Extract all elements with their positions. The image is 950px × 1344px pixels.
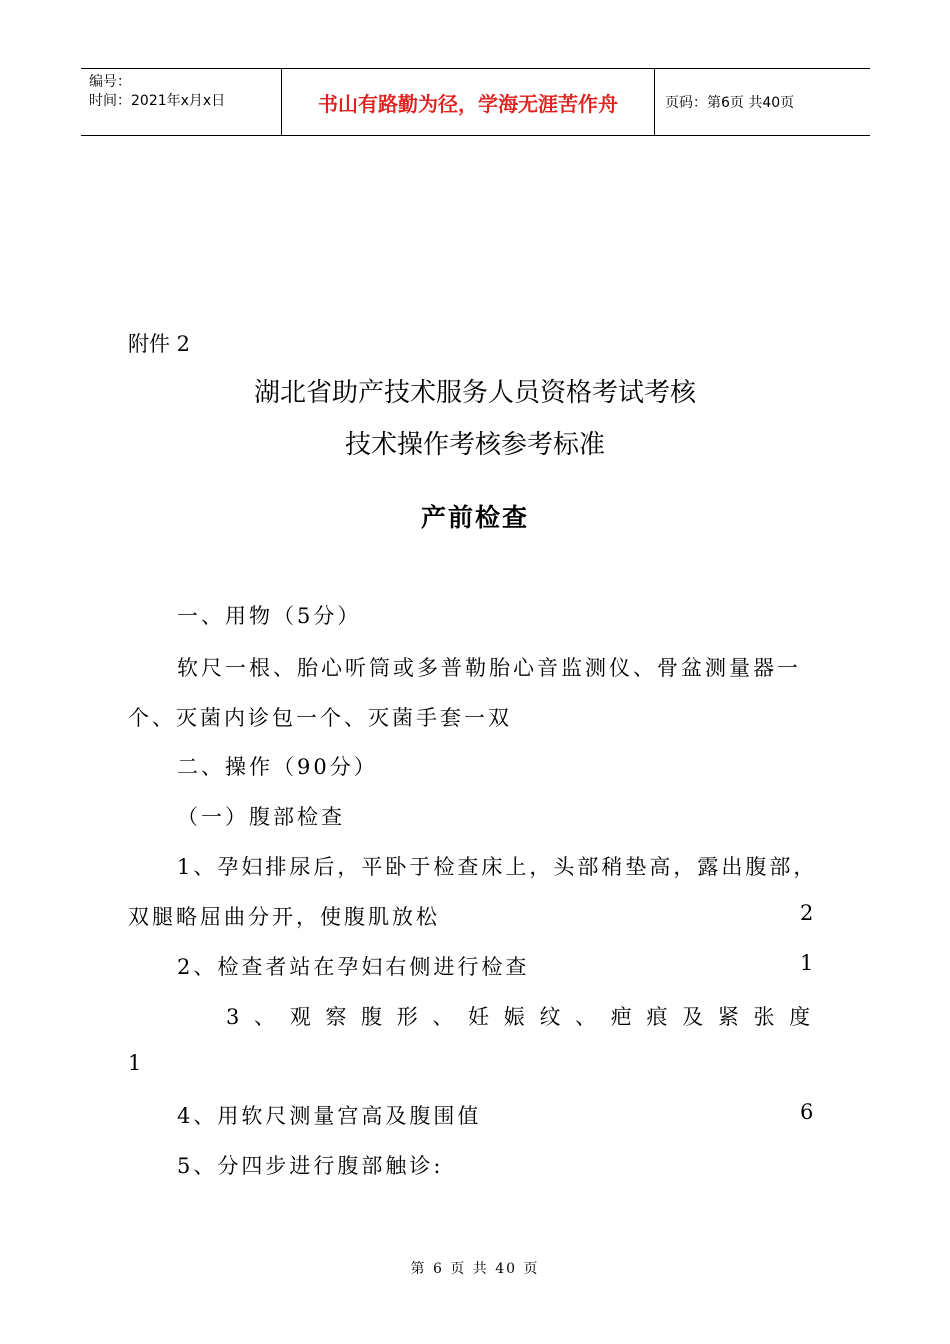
number-label: 编号： [89, 74, 131, 90]
item-supplies-heading: 一、用物（5分） [177, 604, 362, 628]
item-supplies-line-2: 个、灭菌内诊包一个、灭菌手套一双 [128, 706, 512, 730]
item-step-1-score: 2 [800, 901, 814, 925]
item-step-5: 5、分四步进行腹部触诊: [177, 1154, 444, 1178]
item-step-3-score: 1 [128, 1051, 145, 1075]
document-title-line-1: 湖北省助产技术服务人员资格考试考核 [253, 378, 696, 408]
item-step-1-line-1: 1、孕妇排尿后，平卧于检查床上，头部稍垫高，露出腹部， [177, 855, 818, 879]
header-meta [81, 69, 282, 135]
header-page-label: 页码：第6页 共40页 [665, 95, 795, 111]
item-abdominal-heading: （一）腹部检查 [177, 805, 345, 829]
item-operation-heading: 二、操作（90分） [177, 755, 378, 779]
page-header [81, 68, 870, 136]
page-footer: 第 6 页 共 40 页 [410, 1261, 540, 1277]
item-step-2-score: 1 [800, 951, 814, 975]
annex-label: 附件 2 [128, 332, 191, 356]
item-step-4-score: 6 [800, 1100, 814, 1124]
header-motto: 书山有路勤为径，学海无涯苦作舟 [282, 69, 655, 135]
item-step-3: 3 、 观 察 腹 形 、 妊 娠 纹 、 疤 痕 及 紧 张 度 [226, 1005, 815, 1029]
item-step-2: 2、检查者站在孕妇右侧进行检查 [177, 955, 530, 979]
item-supplies-line-1: 软尺一根、胎心听筒或多普勒胎心音监测仪、骨盆测量器一 [177, 656, 801, 680]
section-title: 产前检查 [420, 503, 529, 532]
item-step-4: 4、用软尺测量宫高及腹围值 [177, 1104, 482, 1128]
item-step-1-line-2: 双腿略屈曲分开，使腹肌放松 [128, 905, 440, 929]
document-title-line-2: 技术操作考核参考标准 [344, 430, 605, 460]
time-label: 时间：2021年x月x日 [89, 93, 226, 109]
